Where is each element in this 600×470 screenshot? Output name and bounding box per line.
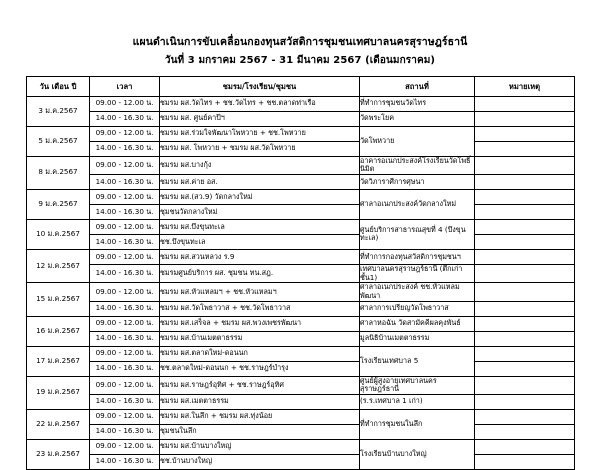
cell-group: ชมรม ผส.บางกุ้ง bbox=[160, 156, 360, 174]
cell-group: ชุมชนวัดกลางใหม่ bbox=[160, 204, 360, 219]
cell-group: ชมรมศูนย์บริการ ผส. ชุมชน ทน.สฎ. bbox=[160, 264, 360, 282]
cell-place: ศาลาหอฉัน วัดสามัคคีผลคุงพันธ์ bbox=[360, 316, 475, 331]
table-row bbox=[27, 264, 575, 282]
cell-date: 23 ม.ค.2567 bbox=[27, 439, 90, 469]
cell-place: ศาลาอเนกประสงค์ ชช.หัวแหลมพัฒนา bbox=[360, 283, 475, 301]
cell-note bbox=[475, 111, 575, 126]
cell-time: 09.00 - 12.00 น. bbox=[90, 249, 160, 264]
cell-time: 09.00 - 12.00 น. bbox=[90, 189, 160, 204]
cell-time: 14.00 - 16.30 น. bbox=[90, 174, 160, 189]
cell-note bbox=[475, 126, 575, 141]
cell-group: ชมรม ผส. ศูนย์คาปีฯ bbox=[160, 111, 360, 126]
cell-time: 09.00 - 12.00 น. bbox=[90, 219, 160, 234]
cell-note bbox=[475, 454, 575, 469]
table-row bbox=[27, 331, 575, 346]
table-row bbox=[27, 346, 575, 361]
cell-note bbox=[475, 424, 575, 439]
cell-note bbox=[475, 439, 575, 454]
cell-time: 14.00 - 16.30 น. bbox=[90, 204, 160, 219]
cell-time: 09.00 - 12.00 น. bbox=[90, 96, 160, 111]
cell-date: 22 ม.ค.2567 bbox=[27, 409, 90, 439]
cell-group: ชมรม ผส.เมตตาธรรม bbox=[160, 394, 360, 409]
table-row bbox=[27, 141, 575, 156]
cell-note bbox=[475, 346, 575, 361]
cell-time: 09.00 - 12.00 น. bbox=[90, 316, 160, 331]
cell-group: ชมรม ผส. โพหวาย + ชมรม ผส.วัดโพหวาย bbox=[160, 141, 360, 156]
cell-note bbox=[475, 394, 575, 409]
table-row bbox=[27, 96, 575, 111]
cell-group: ชมรม ผส.ร่วมใจพัฒนาโพหวาย + ชช.โพหวาย bbox=[160, 126, 360, 141]
cell-time: 09.00 - 12.00 น. bbox=[90, 409, 160, 424]
cell-place: ศาลาการเปรียญวัดโพธาวาส bbox=[360, 301, 475, 316]
cell-date: 5 ม.ค.2567 bbox=[27, 126, 90, 156]
cell-place: วัดวิภาราศีการศุษนา bbox=[360, 174, 475, 189]
cell-time: 14.00 - 16.30 น. bbox=[90, 141, 160, 156]
cell-note bbox=[475, 156, 575, 174]
cell-group: ชมรม ผส.เสร็จล + ชมรม ผส.พวงเพชรพัฒนา bbox=[160, 316, 360, 331]
table-row bbox=[27, 424, 575, 439]
table-row bbox=[27, 189, 575, 204]
cell-place: ศูนย์ผู้สูงอายุเทศบาลนครสุราษฎร์ธานี bbox=[360, 376, 475, 394]
table-row bbox=[27, 409, 575, 424]
cell-note bbox=[475, 141, 575, 156]
table-row bbox=[27, 439, 575, 454]
cell-note bbox=[475, 174, 575, 189]
cell-note bbox=[475, 409, 575, 424]
cell-time: 09.00 - 12.00 น. bbox=[90, 283, 160, 301]
table-row bbox=[27, 301, 575, 316]
cell-time: 09.00 - 12.00 น. bbox=[90, 156, 160, 174]
cell-date: 12 ม.ค.2567 bbox=[27, 249, 90, 282]
cell-note bbox=[475, 96, 575, 111]
cell-date: 19 ม.ค.2567 bbox=[27, 376, 90, 409]
column-header-place: สถานที่ bbox=[360, 76, 475, 96]
cell-place: เทศบาลนครสุราษฎร์ธานี (ตึกเก่า ชั้น1) bbox=[360, 264, 475, 282]
cell-group: ชมรม ผส.บ้านบางใหญ่ bbox=[160, 439, 360, 454]
table-row bbox=[27, 283, 575, 301]
cell-place: ที่ทำการกองทุนสวัสดิการชุมชนฯ bbox=[360, 249, 475, 264]
cell-time: 09.00 - 12.00 น. bbox=[90, 376, 160, 394]
table-row bbox=[27, 111, 575, 126]
schedule-table-wrap bbox=[0, 76, 600, 470]
cell-date: 10 ม.ค.2567 bbox=[27, 219, 90, 249]
cell-note bbox=[475, 361, 575, 376]
cell-date: 15 ม.ค.2567 bbox=[27, 283, 90, 316]
column-header-group: ชมรม/โรงเรียน/ชุมชน bbox=[160, 76, 360, 96]
cell-group: ชมรม ผส.ตลาดใหม่-ดอนนก bbox=[160, 346, 360, 361]
cell-time: 14.00 - 16.30 น. bbox=[90, 301, 160, 316]
cell-place: ที่ทำการชุมชนในลึก bbox=[360, 409, 475, 439]
cell-place: โรงเรียนเทศบาล 5 bbox=[360, 346, 475, 376]
table-row bbox=[27, 454, 575, 469]
cell-time: 14.00 - 16.30 น. bbox=[90, 361, 160, 376]
cell-time: 09.00 - 12.00 น. bbox=[90, 439, 160, 454]
cell-note bbox=[475, 189, 575, 204]
cell-date: 8 ม.ค.2567 bbox=[27, 156, 90, 189]
table-row bbox=[27, 219, 575, 234]
table-row bbox=[27, 394, 575, 409]
table-row bbox=[27, 234, 575, 249]
cell-note bbox=[475, 249, 575, 264]
cell-note bbox=[475, 264, 575, 282]
column-header-time: เวลา bbox=[90, 76, 160, 96]
cell-time: 09.00 - 12.00 น. bbox=[90, 126, 160, 141]
cell-time: 14.00 - 16.30 น. bbox=[90, 111, 160, 126]
table-row bbox=[27, 204, 575, 219]
table-row bbox=[27, 249, 575, 264]
cell-note bbox=[475, 316, 575, 331]
cell-group: ชมรม ผส.ค่าย อส. bbox=[160, 174, 360, 189]
table-row bbox=[27, 361, 575, 376]
cell-time: 14.00 - 16.30 น. bbox=[90, 331, 160, 346]
cell-place: มูลนิธิบ้านเมตตาธรรม bbox=[360, 331, 475, 346]
cell-time: 14.00 - 16.30 น. bbox=[90, 454, 160, 469]
cell-note bbox=[475, 376, 575, 394]
table-row bbox=[27, 376, 575, 394]
cell-date: 3 ม.ค.2567 bbox=[27, 96, 90, 126]
table-header bbox=[27, 76, 575, 96]
schedule-table bbox=[26, 76, 575, 470]
cell-group: ชมรม ผส.หัวแหลมฯ + ชช.หัวแหลมฯ bbox=[160, 283, 360, 301]
cell-note bbox=[475, 219, 575, 234]
table-row bbox=[27, 126, 575, 141]
cell-place: วัดโพหวาย bbox=[360, 126, 475, 156]
page-title: แผนดำเนินการขับเคลื่อนกองทุนสวัสดิการชุมชนเทศบาลนครสุราษฎร์ธานี bbox=[132, 36, 468, 48]
table-header-row bbox=[27, 76, 575, 96]
table-row bbox=[27, 156, 575, 174]
cell-place: (ร.ร.เทศบาล 1 เก่า) bbox=[360, 394, 475, 409]
cell-group: ชช.ตลาดใหม่-ดอนนก + ชช.ราษฎร์บำรุง bbox=[160, 361, 360, 376]
cell-time: 14.00 - 16.30 น. bbox=[90, 424, 160, 439]
cell-note bbox=[475, 234, 575, 249]
cell-note bbox=[475, 301, 575, 316]
column-header-note: หมายเหตุ bbox=[475, 76, 575, 96]
cell-place: โรงเรียนบ้านบางใหญ่ bbox=[360, 439, 475, 469]
cell-time: 14.00 - 16.30 น. bbox=[90, 264, 160, 282]
cell-date: 9 ม.ค.2567 bbox=[27, 189, 90, 219]
cell-group: ชมรม ผส.ราษฎร์อุทิศ + ชช.ราษฎร์อุทิศ bbox=[160, 376, 360, 394]
table-row bbox=[27, 174, 575, 189]
cell-date: 17 ม.ค.2567 bbox=[27, 346, 90, 376]
cell-note bbox=[475, 283, 575, 301]
cell-group: ชุมชนในลึก bbox=[160, 424, 360, 439]
cell-time: 14.00 - 16.30 น. bbox=[90, 234, 160, 249]
cell-date: 16 ม.ค.2567 bbox=[27, 316, 90, 346]
cell-note bbox=[475, 204, 575, 219]
cell-group: ชมรม ผส.วัดไทร + ชช.วัดไทร + ชช.ตลาดท่าเรือ bbox=[160, 96, 360, 111]
table-body bbox=[27, 96, 575, 469]
cell-group: ชมรม ผส.สวนหลวง ร.9 bbox=[160, 249, 360, 264]
cell-time: 09.00 - 12.00 น. bbox=[90, 346, 160, 361]
cell-group: ชมรม ผส.ในลึก + ชมรม ผส.ทุ่งน้อย bbox=[160, 409, 360, 424]
page-subtitle: วันที่ 3 มกราคม 2567 - 31 มีนาคม 2567 (เดือนมกราคม) bbox=[164, 55, 436, 67]
table-row bbox=[27, 316, 575, 331]
column-header-date: วัน เดือน ปี bbox=[27, 76, 90, 96]
cell-group: ชมรม ผส.บึงขุนทะเล bbox=[160, 219, 360, 234]
cell-place: ศูนย์บริการสาธารณสุขที่ 4 (บึงขุนทะเล) bbox=[360, 219, 475, 249]
cell-note bbox=[475, 331, 575, 346]
cell-place: ที่ทำการชุมชนวัดไทร bbox=[360, 96, 475, 111]
cell-group: ชช.บ้านบางใหญ่ bbox=[160, 454, 360, 469]
cell-group: ชมรม ผส.วัดโพธาวาส + ชช.วัดโพธาวาส bbox=[160, 301, 360, 316]
cell-place: วัดพระโยค bbox=[360, 111, 475, 126]
cell-place: อาคารอเนกประสงค์โรงเรียนวัดโพธิ์นิมิต bbox=[360, 156, 475, 174]
cell-group: ชมรม ผส.บ้านเมตตาธรรม bbox=[160, 331, 360, 346]
cell-time: 14.00 - 16.30 น. bbox=[90, 394, 160, 409]
cell-group: ชมรม ผส.(สว.9) วัดกลางใหม่ bbox=[160, 189, 360, 204]
cell-place: ศาลาอเนกประสงค์วัดกลางใหม่ bbox=[360, 189, 475, 219]
cell-group: ชช.บึงขุนทะเล bbox=[160, 234, 360, 249]
